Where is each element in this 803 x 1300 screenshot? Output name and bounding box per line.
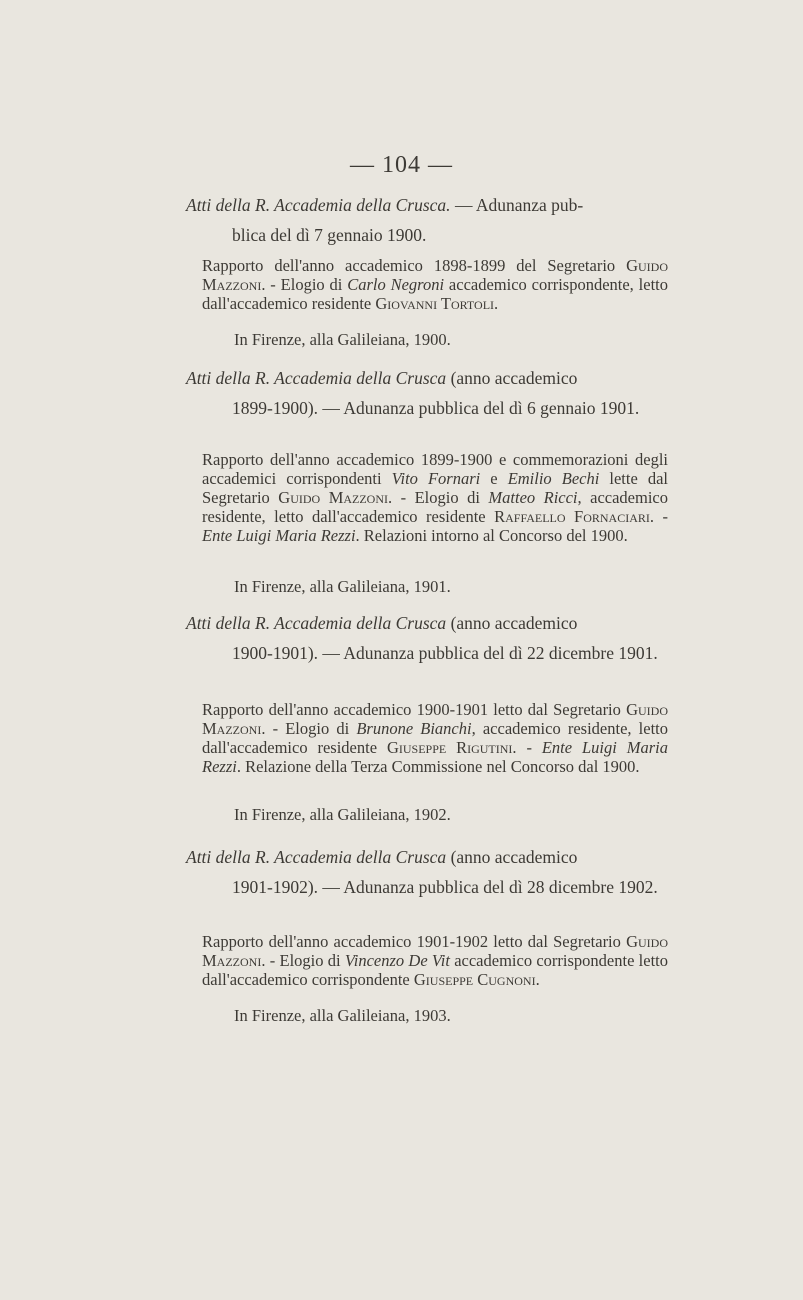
- body-text: . - Elogio di: [261, 719, 357, 738]
- body-text: . Relazione della Terza Commissione nel Concorso dal 1900.: [236, 757, 640, 776]
- entry-2-heading: [186, 363, 670, 423]
- entry-4-heading: [186, 842, 670, 902]
- body-text: .: [494, 294, 499, 313]
- entry-2-heading-text: (anno accademico: [446, 368, 578, 388]
- entry-1-contents: [202, 256, 668, 332]
- person-name: Guido Mazzoni: [278, 488, 389, 507]
- entry-4-imprint: In Firenze, alla Galileiana, 1903.: [234, 1006, 451, 1025]
- entry-3-heading: [186, 608, 670, 668]
- entry-4-heading-cont: 1901-1902). — Adunanza pubblica del dì 28 dicembre 1902.: [232, 877, 658, 897]
- body-text: accademico corrispondente letto dall'accademico corrispondente: [202, 951, 668, 989]
- body-text: , accademico residente, letto dall'accademico residente: [202, 488, 668, 526]
- page-number: — 104 —: [350, 152, 453, 178]
- entry-1-heading: [186, 190, 670, 250]
- italic-name: Matteo Ricci: [488, 488, 578, 507]
- entry-3-imprint: In Firenze, alla Galileiana, 1902.: [234, 805, 451, 824]
- entry-1-title: Atti della R. Accademia della Crusca.: [186, 195, 451, 215]
- entry-1-imprint: In Firenze, alla Galileiana, 1900.: [234, 330, 451, 349]
- entry-1-heading-cont: blica del dì 7 gennaio 1900.: [232, 225, 427, 245]
- italic-name: Carlo Negroni: [347, 275, 445, 294]
- entry-3-title: Atti della R. Accademia della Crusca: [186, 613, 447, 633]
- entry-4-heading-text: (anno accademico: [446, 847, 578, 867]
- body-text: Rapporto dell'anno accademico 1899-1900 e commemorazioni degli accademici corrispondenti: [202, 450, 668, 488]
- entry-4-title: Atti della R. Accademia della Crusca: [186, 847, 447, 867]
- italic-name: Vito Fornari: [391, 469, 481, 488]
- entry-1-heading-text: — Adunanza pub-: [450, 195, 584, 215]
- body-text: . - Elogio di: [261, 275, 348, 294]
- entry-3-heading-cont: 1900-1901). — Adunanza pubblica del dì 22 dicembre 1901.: [232, 643, 658, 663]
- italic-name: Emilio Bechi: [507, 469, 600, 488]
- body-text: . - Elogio di: [388, 488, 489, 507]
- body-text: accademico corrispondente, letto dall'accademico residente: [202, 275, 668, 313]
- entry-2-imprint: In Firenze, alla Galileiana, 1901.: [234, 577, 451, 596]
- body-text: Rapporto dell'anno accademico 1900-1901 letto dal Segretario: [202, 700, 627, 719]
- body-text: Rapporto dell'anno accademico 1898-1899 del Segretario: [202, 256, 627, 275]
- entry-2-title: Atti della R. Accademia della Crusca: [186, 368, 447, 388]
- italic-name: Brunone Bianchi: [356, 719, 472, 738]
- body-text: . Relazioni intorno al Concorso del 1900.: [355, 526, 628, 545]
- person-name: Guido Mazzoni: [202, 256, 668, 294]
- italic-name: Ente Luigi Maria Rezzi: [202, 526, 356, 545]
- entry-3-heading-text: (anno accademico: [446, 613, 578, 633]
- body-text: e: [480, 469, 508, 488]
- body-text: , accademico residente, letto dall'accademico residente: [202, 719, 668, 757]
- person-name: Giovanni Tortoli: [375, 294, 495, 313]
- entry-4-contents: [202, 932, 668, 1008]
- person-name: Giuseppe Cugnoni: [413, 970, 536, 989]
- body-text: .: [535, 970, 540, 989]
- entry-3-contents: [202, 700, 668, 814]
- person-name: Guido Mazzoni: [202, 700, 668, 738]
- body-text: Rapporto dell'anno accademico 1901-1902 letto dal Segretario: [202, 932, 627, 951]
- person-name: Giuseppe Rigutini: [386, 738, 513, 757]
- entry-2-heading-cont: 1899-1900). — Adunanza pubblica del dì 6 gennaio 1901.: [232, 398, 640, 418]
- body-text: . -: [512, 738, 542, 757]
- body-text: . - Elogio di: [261, 951, 345, 970]
- person-name: Raffaello Fornaciari: [494, 507, 650, 526]
- body-text: . -: [649, 507, 668, 526]
- entry-2-contents: [202, 450, 668, 583]
- italic-name: Vincenzo De Vit: [344, 951, 450, 970]
- body-text: lette dal Segretario: [202, 469, 668, 507]
- italic-name: Ente Luigi Maria Rezzi: [202, 738, 668, 776]
- person-name: Guido Mazzoni: [202, 932, 668, 970]
